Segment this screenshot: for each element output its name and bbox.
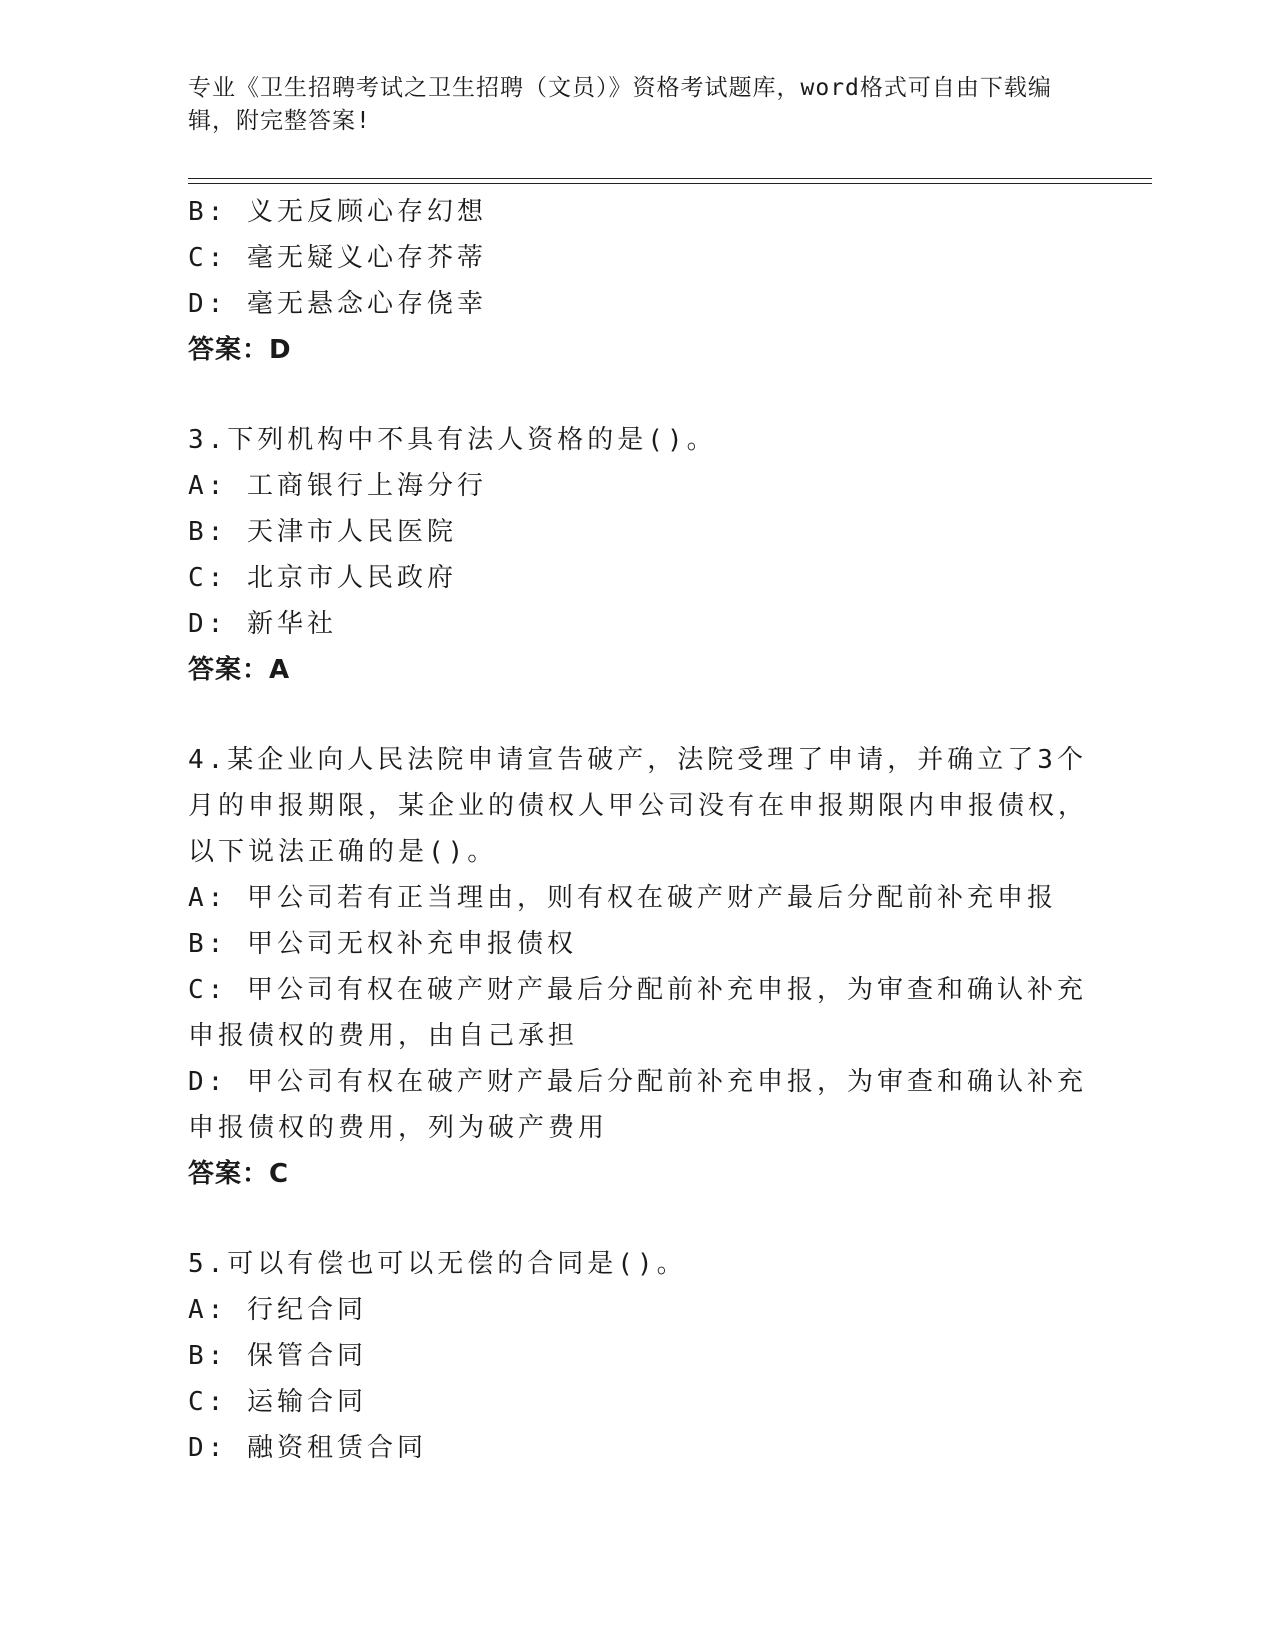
option-b: B: 天津市人民医院	[188, 517, 457, 547]
option-d: D: 毫无悬念心存侥幸	[188, 289, 487, 319]
option-d: D: 融资租赁合同	[188, 1433, 427, 1463]
header-rule-top	[188, 178, 1152, 179]
question-5	[188, 1241, 1108, 1471]
spacer	[188, 1197, 1108, 1241]
question-stem: 3.下列机构中不具有法人资格的是()。	[188, 425, 717, 455]
question-stem: 5.可以有偿也可以无偿的合同是()。	[188, 1249, 687, 1279]
header-title: 专业《卫生招聘考试之卫生招聘（文员）》资格考试题库，word格式可自由下载编辑，附完整答案!	[188, 75, 1052, 134]
option-c: C: 毫无疑义心存芥蒂	[188, 243, 487, 273]
header-rule-bottom	[188, 183, 1152, 184]
spacer	[188, 373, 1108, 417]
question-2	[188, 189, 1108, 373]
option-b: B: 保管合同	[188, 1341, 367, 1371]
option-b: B: 义无反顾心存幻想	[188, 197, 487, 227]
question-list	[188, 189, 1108, 1471]
option-c: C: 运输合同	[188, 1387, 367, 1417]
option-b: B: 甲公司无权补充申报债权	[188, 929, 577, 959]
question-3	[188, 417, 1108, 693]
option-a: A: 甲公司若有正当理由，则有权在破产财产最后分配前补充申报	[188, 883, 1057, 913]
question-4	[188, 737, 1108, 1197]
option-d: D: 甲公司有权在破产财产最后分配前补充申报，为审查和确认补充申报债权的费用，列为破产费用	[188, 1067, 1087, 1143]
option-a: A: 工商银行上海分行	[188, 471, 487, 501]
option-c: C: 甲公司有权在破产财产最后分配前补充申报，为审查和确认补充申报债权的费用，由自己承担	[188, 975, 1087, 1051]
answer: 答案：C	[188, 1159, 290, 1189]
option-d: D: 新华社	[188, 609, 337, 639]
spacer	[188, 693, 1108, 737]
answer: 答案：A	[188, 655, 291, 685]
answer: 答案：D	[188, 335, 292, 365]
option-a: A: 行纪合同	[188, 1295, 367, 1325]
question-stem: 4.某企业向人民法院申请宣告破产，法院受理了申请，并确立了3个月的申报期限，某企业的债权人甲公司没有在申报期限内申报债权，以下说法正确的是()。	[188, 745, 1089, 867]
document-header	[188, 72, 1088, 138]
option-c: C: 北京市人民政府	[188, 563, 457, 593]
